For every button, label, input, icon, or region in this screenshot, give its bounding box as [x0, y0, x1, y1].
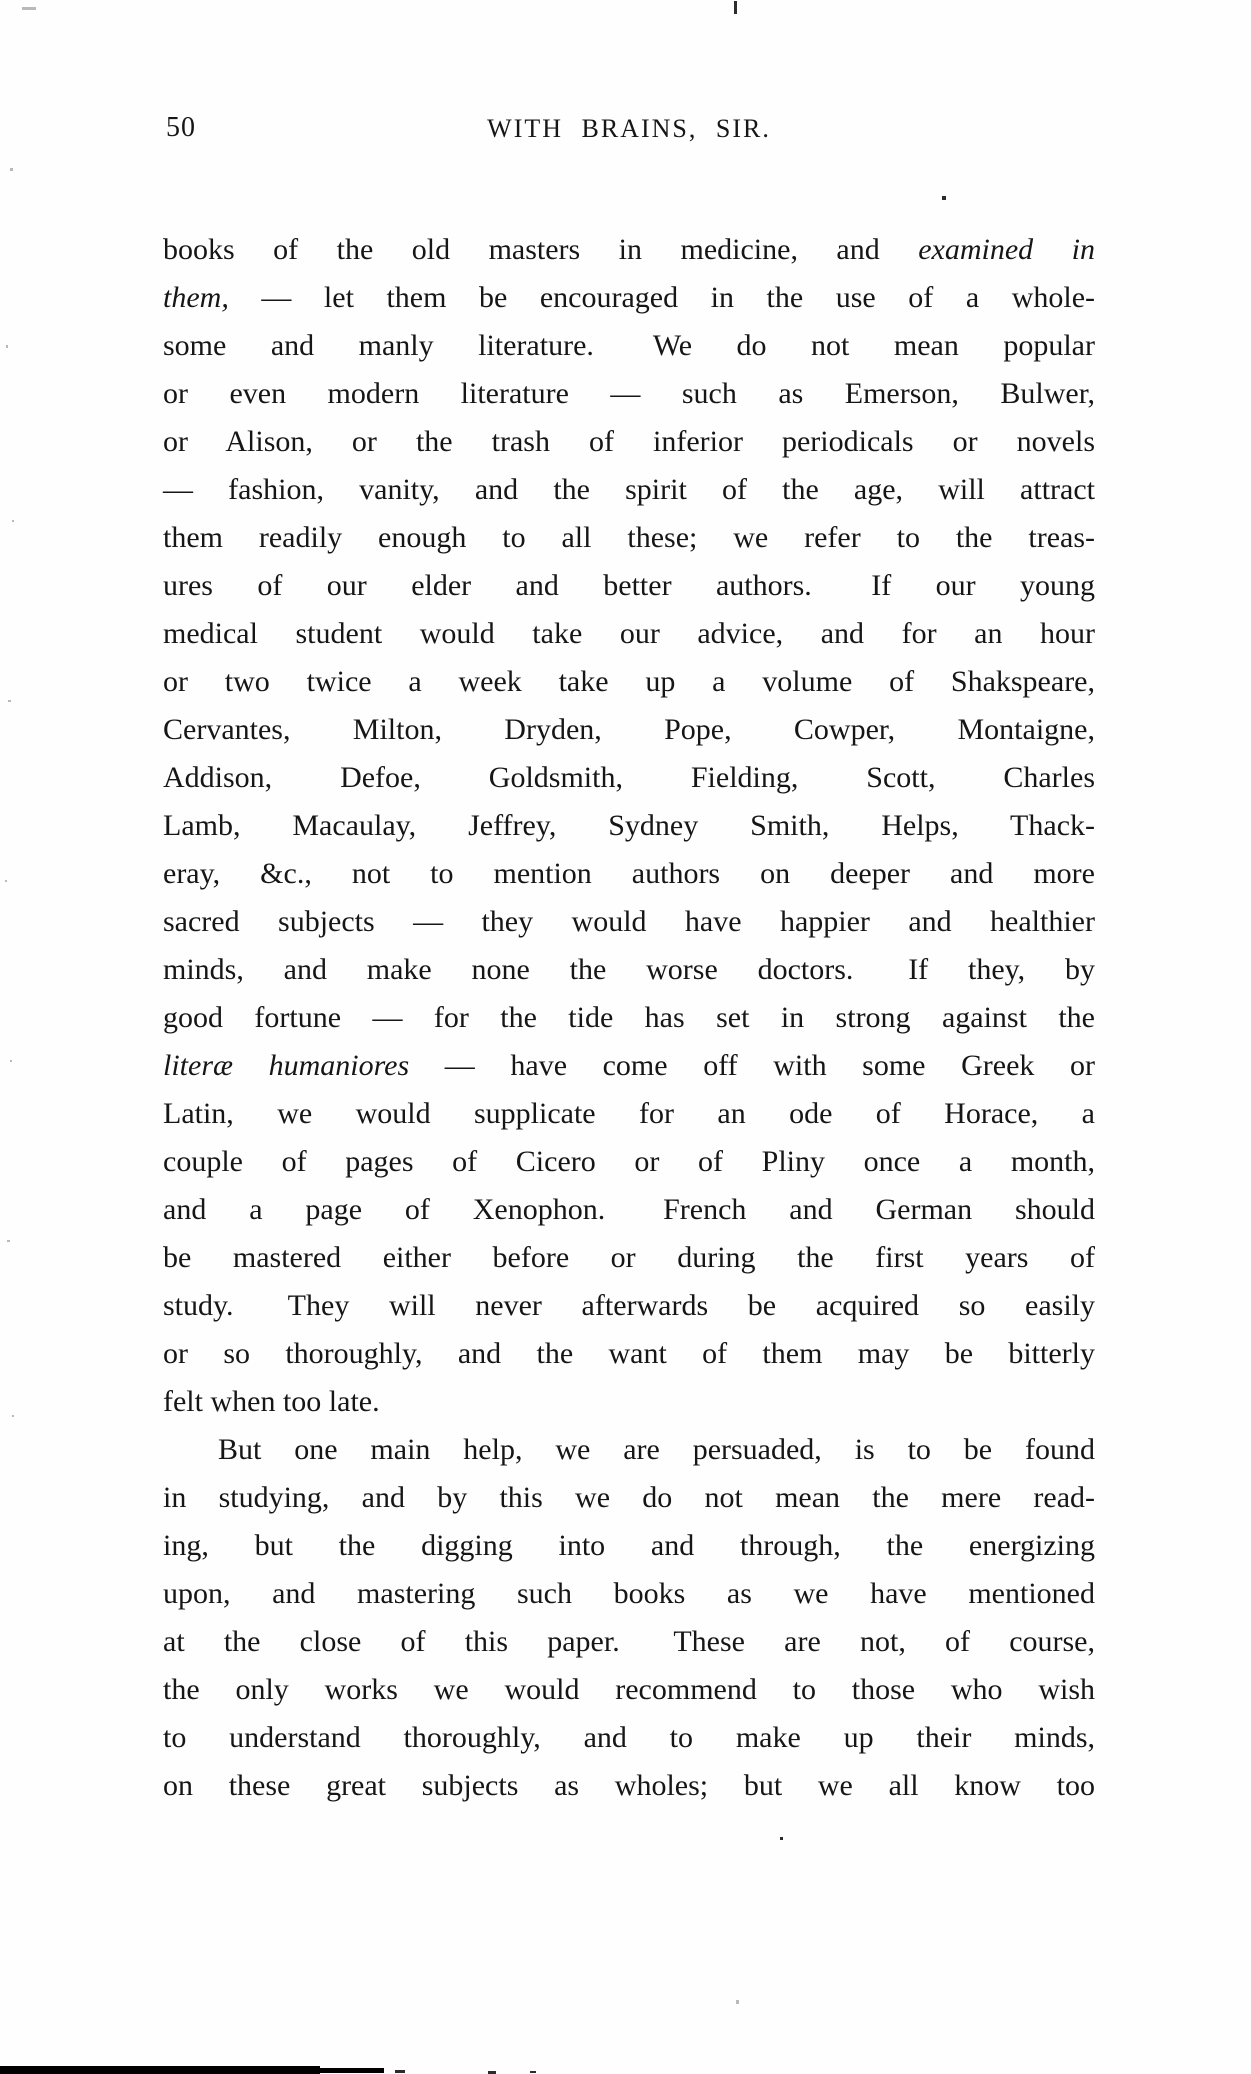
text-line [163, 1138, 1095, 1186]
text-line [163, 1474, 1095, 1522]
scan-artifact [10, 1060, 12, 1062]
text-segment: in studying, and by this we do not mean the mere read- [163, 1481, 1095, 1514]
text-line [163, 754, 1095, 802]
text-segment: couple of pages of Cicero or of Pliny once a month, [163, 1145, 1095, 1178]
scan-artifact [6, 345, 8, 348]
text-segment: eray, &c., not to mention authors on deeper and more [163, 857, 1095, 890]
text-segment: good fortune — for the tide has set in strong against the [163, 1001, 1095, 1034]
text-line [163, 1522, 1095, 1570]
text-segment: Addison, Defoe, Goldsmith, Fielding, Scott, Charles [163, 761, 1095, 794]
paragraph [163, 1426, 1095, 1810]
text-line [163, 1666, 1095, 1714]
paragraph [163, 226, 1095, 1426]
text-segment: Lamb, Macaulay, Jeffrey, Sydney Smith, Helps, Thack- [163, 809, 1095, 842]
text-segment: minds, and make none the worse doctors. If they, by [163, 953, 1095, 986]
text-line [163, 370, 1095, 418]
text-line [163, 1570, 1095, 1618]
scan-artifact [734, 1, 737, 14]
scan-artifact [8, 700, 11, 702]
page-number: 50 [166, 112, 196, 143]
text-segment: — have come off with some Greek or [409, 1049, 1095, 1082]
scan-artifact [12, 520, 14, 522]
text-segment: felt when too late. [163, 1385, 380, 1418]
scan-artifact [22, 7, 36, 10]
text-line [163, 610, 1095, 658]
text-segment: or so thoroughly, and the want of them may be bitterly [163, 1337, 1095, 1370]
scan-artifact [10, 168, 13, 171]
text-segment: on these great subjects as wholes; but we all know too [163, 1769, 1095, 1802]
text-segment: or Alison, or the trash of inferior periodicals or novels [163, 425, 1095, 458]
text-line [163, 226, 1095, 274]
text-line [163, 1762, 1095, 1810]
text-line [163, 1330, 1095, 1378]
text-line [163, 418, 1095, 466]
text-line [163, 898, 1095, 946]
text-line [163, 322, 1095, 370]
text-segment: books of the old masters in medicine, and [163, 233, 919, 266]
text-line [163, 1234, 1095, 1282]
text-line [163, 1042, 1095, 1090]
text-line [163, 850, 1095, 898]
text-line [163, 802, 1095, 850]
text-line [163, 658, 1095, 706]
text-segment: Cervantes, Milton, Dryden, Pope, Cowper, Montaigne, [163, 713, 1095, 746]
scan-artifact [395, 2070, 405, 2073]
text-line [163, 274, 1095, 322]
text-line [163, 706, 1095, 754]
text-line [163, 994, 1095, 1042]
text-segment: ing, but the digging into and through, the energizing [163, 1529, 1095, 1562]
text-line [163, 466, 1095, 514]
italic-text-segment: examined in [918, 233, 1095, 266]
text-segment: upon, and mastering such books as we have mentioned [163, 1577, 1095, 1610]
text-segment: the only works we would recommend to those who wish [163, 1673, 1095, 1706]
text-segment: or two twice a week take up a volume of Shakspeare, [163, 665, 1095, 698]
text-segment: — fashion, vanity, and the spirit of the age, will attract [163, 473, 1095, 506]
text-segment: study. They will never afterwards be acquired so easily [163, 1289, 1095, 1322]
text-segment: sacred subjects — they would have happier and healthier [163, 905, 1095, 938]
scan-artifact [530, 2071, 536, 2073]
text-line [163, 946, 1095, 994]
text-segment: ures of our elder and better authors. If our young [163, 569, 1095, 602]
text-segment: Latin, we would supplicate for an ode of Horace, a [163, 1097, 1095, 1130]
scan-artifact [5, 880, 7, 882]
text-segment: at the close of this paper. These are not, of course, [163, 1625, 1095, 1658]
scan-artifact-bottom-bar [0, 2066, 320, 2074]
text-segment: some and manly literature. We do not mean popular [163, 329, 1095, 362]
scan-artifact [942, 196, 946, 200]
text-segment: and a page of Xenophon. French and German should [163, 1193, 1095, 1226]
text-line [163, 1426, 1095, 1474]
text-line [163, 1090, 1095, 1138]
text-segment: — let them be encouraged in the use of a whole- [228, 281, 1095, 314]
running-title: WITH BRAINS, SIR. [487, 114, 771, 143]
text-line [163, 1282, 1095, 1330]
scan-artifact [7, 1240, 10, 1242]
page-text [163, 226, 1095, 1810]
text-line [163, 1378, 1095, 1426]
text-segment: them readily enough to all these; we refer to the treas- [163, 521, 1095, 554]
text-line [163, 514, 1095, 562]
text-line [163, 1618, 1095, 1666]
text-line [163, 562, 1095, 610]
text-segment: be mastered either before or during the first years of [163, 1241, 1095, 1274]
italic-text-segment: literæ humaniores [163, 1049, 410, 1082]
text-line [163, 1714, 1095, 1762]
italic-text-segment: them, [163, 281, 229, 314]
scan-artifact-bottom-bar [318, 2068, 384, 2073]
text-segment: to understand thoroughly, and to make up their minds, [163, 1721, 1095, 1754]
text-segment: or even modern literature — such as Emerson, Bulwer, [163, 377, 1095, 410]
text-segment: medical student would take our advice, and for an hour [163, 617, 1095, 650]
scan-artifact [12, 1415, 14, 1417]
text-segment: But one main help, we are persuaded, is to be found [218, 1433, 1095, 1466]
scan-artifact [780, 1837, 783, 1840]
scan-artifact [736, 2000, 739, 2004]
text-line [163, 1186, 1095, 1234]
